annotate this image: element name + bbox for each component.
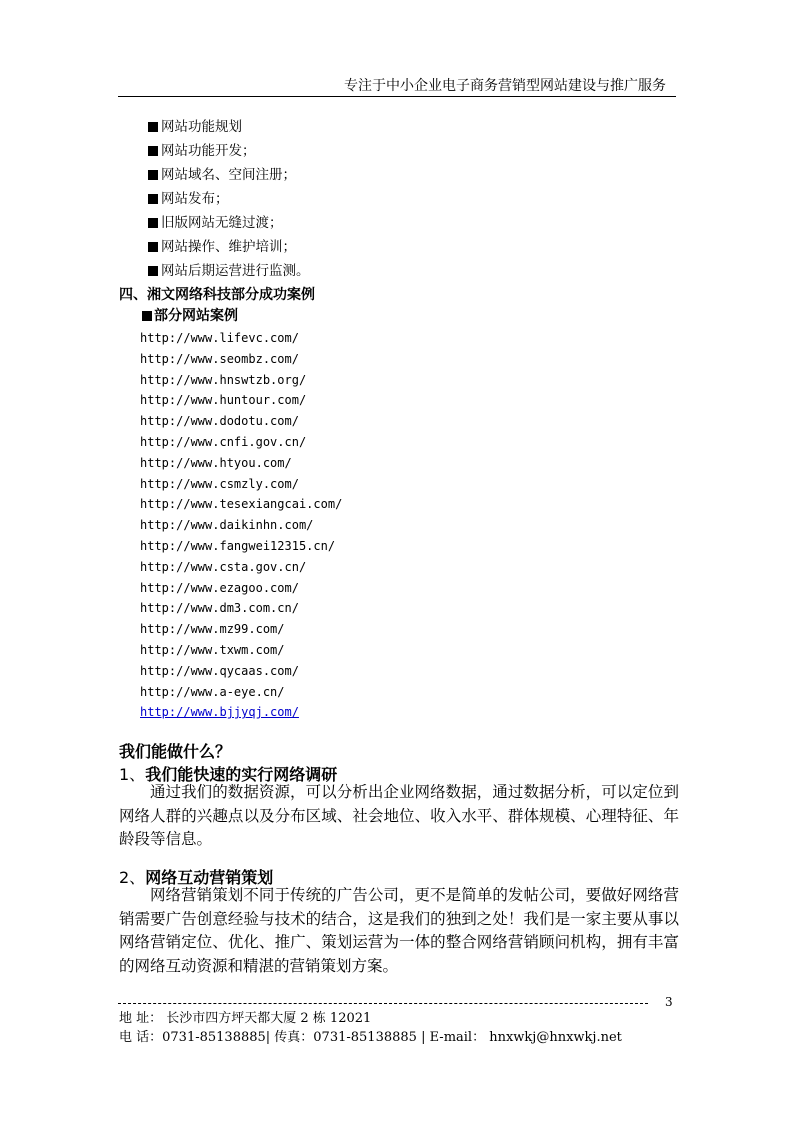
bullet-square-icon bbox=[142, 311, 152, 321]
bullet-square-icon bbox=[148, 146, 158, 156]
case-url-link[interactable]: http://www.bjjyqj.com/ bbox=[140, 705, 299, 720]
item1-paragraph: 通过我们的数据资源，可以分析出企业网络数据，通过数据分析，可以定位到网络人群的兴趣点以及分布区域、社会地位、收入水平、群体规模、心理特征、年龄段等信息。 bbox=[119, 783, 679, 848]
section-heading-cases: 四、湘文网络科技部分成功案例 bbox=[119, 287, 315, 303]
case-url: http://www.ezagoo.com/ bbox=[140, 580, 299, 595]
case-url: http://www.mz99.com/ bbox=[140, 622, 285, 637]
case-url: http://www.qycaas.com/ bbox=[140, 663, 299, 678]
item2-heading: 2、网络互动营销策划 bbox=[119, 868, 274, 887]
case-url: http://www.seombz.com/ bbox=[140, 351, 299, 366]
footer-address: 地 址： 长沙市四方坪天都大厦 2 栋 12021 bbox=[119, 1011, 372, 1026]
bullet-square-icon bbox=[148, 170, 158, 180]
case-url: http://www.hnswtzb.org/ bbox=[140, 372, 307, 387]
case-url: http://www.fangwei12315.cn/ bbox=[140, 538, 336, 553]
item1-heading: 1、我们能快速的实行网络调研 bbox=[119, 765, 338, 784]
service-item: 网站发布； bbox=[148, 190, 229, 208]
case-url: http://www.htyou.com/ bbox=[140, 455, 292, 470]
footer-contact: 电 话：0731-85138885| 传真：0731-85138885 | E-mail： hnxwkj@hnxwkj.net bbox=[119, 1030, 622, 1045]
case-url: http://www.csta.gov.cn/ bbox=[140, 559, 307, 574]
case-url: http://www.txwm.com/ bbox=[140, 642, 285, 657]
case-url: http://www.dodotu.com/ bbox=[140, 414, 299, 429]
case-url: http://www.tesexiangcai.com/ bbox=[140, 497, 343, 512]
service-item: 网站后期运营进行监测。 bbox=[148, 262, 310, 280]
service-item: 网站功能开发； bbox=[148, 142, 256, 160]
page-header: 专注于中小企业电子商务营销型网站建设与推广服务 bbox=[344, 78, 666, 94]
case-url: http://www.csmzly.com/ bbox=[140, 476, 299, 491]
bullet-square-icon bbox=[148, 122, 158, 132]
page-number: 3 bbox=[665, 995, 673, 1009]
service-item: 网站功能规划 bbox=[148, 118, 242, 136]
service-item: 网站操作、维护培训； bbox=[148, 238, 296, 256]
service-item: 网站域名、空间注册； bbox=[148, 166, 296, 184]
case-url: http://www.lifevc.com/ bbox=[140, 331, 299, 345]
subheading-website-cases: 部分网站案例 bbox=[142, 307, 238, 325]
header-rule bbox=[118, 96, 676, 97]
service-item: 旧版网站无缝过渡； bbox=[148, 214, 283, 232]
bullet-square-icon bbox=[148, 218, 158, 228]
footer-dashed-rule bbox=[118, 1003, 648, 1004]
what-we-do-heading: 我们能做什么？ bbox=[119, 742, 232, 761]
bullet-square-icon bbox=[148, 266, 158, 276]
case-url: http://www.cnfi.gov.cn/ bbox=[140, 434, 307, 449]
case-url: http://www.daikinhn.com/ bbox=[140, 518, 314, 533]
case-url: http://www.a-eye.cn/ bbox=[140, 684, 285, 699]
case-url-list bbox=[140, 328, 342, 723]
bullet-square-icon bbox=[148, 194, 158, 204]
case-url: http://www.dm3.com.cn/ bbox=[140, 601, 299, 616]
bullet-square-icon bbox=[148, 242, 158, 252]
case-url: http://www.huntour.com/ bbox=[140, 393, 307, 408]
item2-paragraph: 网络营销策划不同于传统的广告公司，更不是简单的发帖公司，要做好网络营销需要广告创意经验与技术的结合，这是我们的独到之处！我们是一家主要从事以网络营销定位、优化、推广、策划运营为一体的整合网络营销顾问机构，拥有丰富的网络互动资源和精湛的营销策划方案。 bbox=[119, 886, 679, 975]
